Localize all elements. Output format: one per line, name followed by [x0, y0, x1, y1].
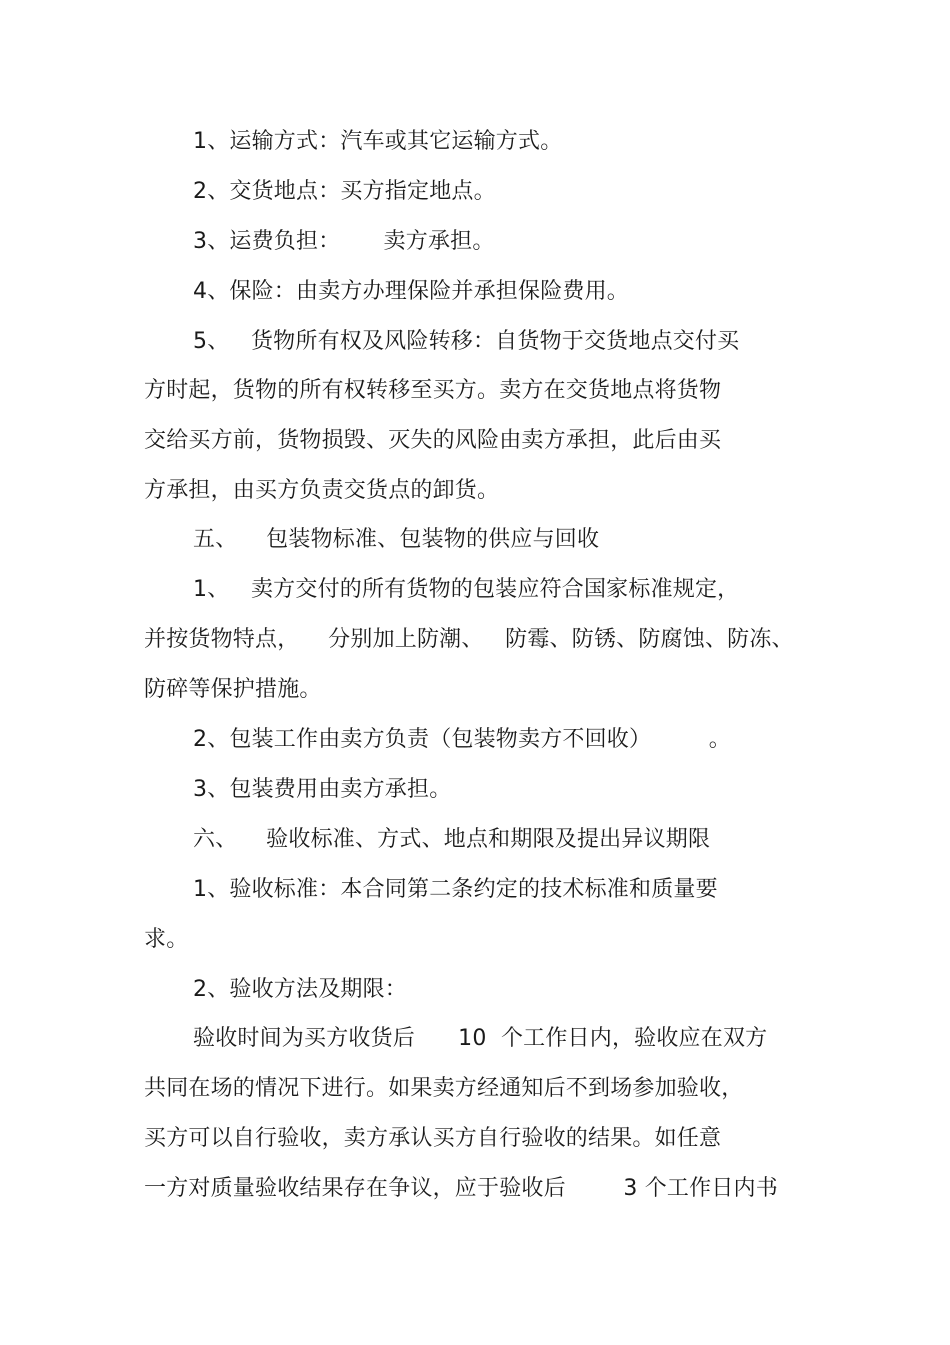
clause-packaging-standard-line-3: 防碎等保护措施。 — [144, 677, 322, 702]
paragraph-acceptance-line-4: 一方对质量验收结果存在争议，应于验收后 3 个工作日内书 — [144, 1176, 778, 1201]
clause-delivery-place: 2、交货地点：买方指定地点。 — [193, 179, 496, 204]
clause-ownership-risk-line-2: 方时起，货物的所有权转移至买方。卖方在交货地点将货物 — [144, 378, 722, 403]
section-heading-packaging: 五、 包装物标准、包装物的供应与回收 — [193, 527, 600, 552]
clause-acceptance-standard-line-2: 求。 — [144, 927, 189, 952]
paragraph-acceptance-line-1: 验收时间为买方收货后 10 个工作日内，验收应在双方 — [193, 1026, 768, 1051]
section-heading-acceptance: 六、 验收标准、方式、地点和期限及提出异议期限 — [193, 827, 711, 852]
clause-packaging-standard-line-1: 1、 卖方交付的所有货物的包装应符合国家标准规定， — [193, 577, 740, 602]
paragraph-acceptance-line-3: 买方可以自行验收，卖方承认买方自行验收的结果。如任意 — [144, 1126, 722, 1151]
clause-packaging-work: 2、包装工作由卖方负责（包装物卖方不回收） 。 — [193, 727, 731, 752]
clause-ownership-risk-line-1: 5、 货物所有权及风险转移：自货物于交货地点交付买 — [193, 329, 740, 354]
clause-ownership-risk-line-4: 方承担，由买方负责交货点的卸货。 — [144, 478, 500, 503]
clause-acceptance-standard-line-1: 1、验收标准：本合同第二条约定的技术标准和质量要 — [193, 877, 718, 902]
clause-insurance: 4、保险：由卖方办理保险并承担保险费用。 — [193, 279, 629, 304]
clause-packaging-cost: 3、包装费用由卖方承担。 — [193, 777, 452, 802]
clause-ownership-risk-line-3: 交给买方前，货物损毁、灭失的风险由卖方承担，此后由买 — [144, 428, 722, 453]
clause-freight-burden: 3、运费负担： 卖方承担。 — [193, 229, 495, 254]
clause-transport-method: 1、运输方式：汽车或其它运输方式。 — [193, 129, 563, 154]
clause-acceptance-method: 2、验收方法及期限： — [193, 977, 407, 1002]
paragraph-acceptance-line-2: 共同在场的情况下进行。如果卖方经通知后不到场参加验收， — [144, 1076, 744, 1101]
clause-packaging-standard-line-2: 并按货物特点， 分别加上防潮、 防霉、防锈、防腐蚀、防冻、 — [144, 627, 794, 652]
